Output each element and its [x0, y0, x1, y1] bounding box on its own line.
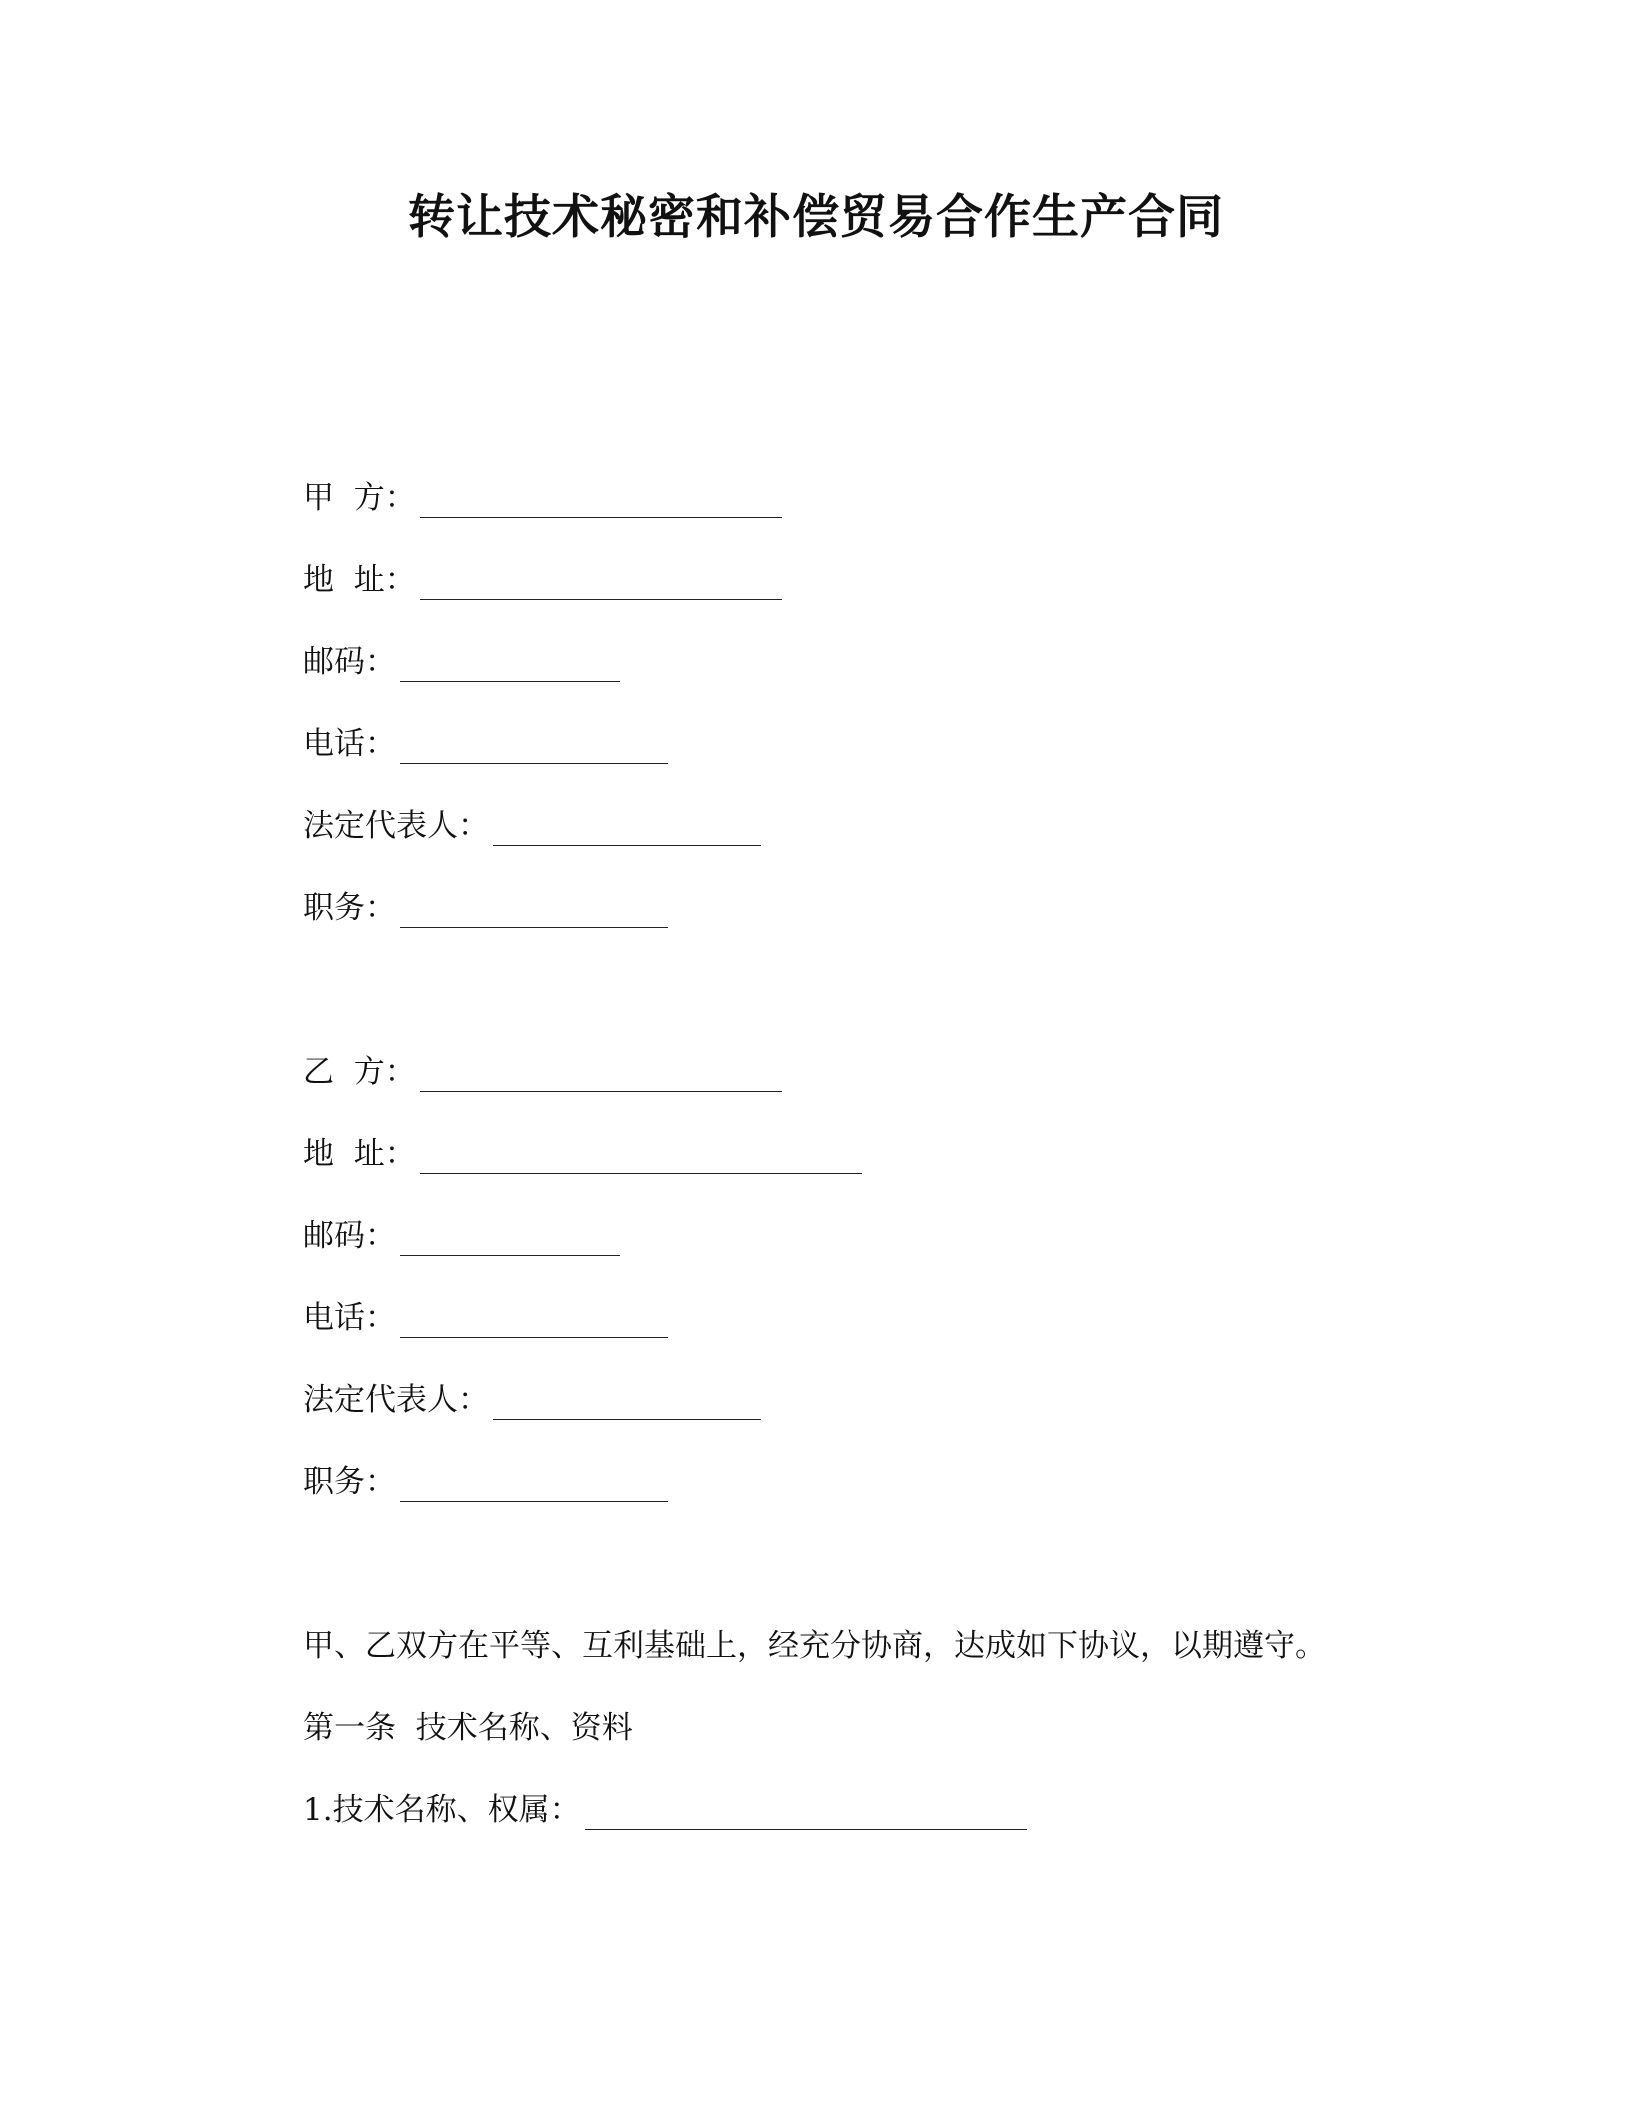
party-a-postcode-label: 邮码：: [303, 644, 396, 680]
party-a-name-label: 甲 方：: [303, 480, 416, 516]
party-b-position-label: 职务：: [303, 1464, 396, 1500]
article-1-item-1-blank: [585, 1795, 1027, 1830]
party-b-postcode-blank: [400, 1221, 620, 1256]
party-a-phone-row: [303, 724, 668, 764]
party-b-legal-rep-blank: [493, 1385, 761, 1420]
party-a-postcode-row: [303, 642, 620, 682]
article-1-item-1-label: 1.技术名称、权属：: [303, 1792, 581, 1828]
party-b-phone-label: 电话：: [303, 1300, 396, 1336]
party-a-postcode-blank: [400, 647, 620, 682]
party-a-name-row: [303, 478, 782, 518]
party-b-position-row: [303, 1462, 668, 1502]
party-b-name-blank: [420, 1057, 782, 1092]
party-b-address-blank: [420, 1139, 862, 1174]
party-a-address-label: 地 址：: [303, 562, 416, 598]
party-a-position-row: [303, 888, 668, 928]
party-a-phone-label: 电话：: [303, 726, 396, 762]
party-b-phone-row: [303, 1298, 668, 1338]
party-a-phone-blank: [400, 729, 668, 764]
party-b-postcode-label: 邮码：: [303, 1218, 396, 1254]
party-b-name-label: 乙 方：: [303, 1054, 416, 1090]
intro-paragraph: 甲、乙双方在平等、互利基础上，经充分协商，达成如下协议，以期遵守。: [303, 1628, 1326, 1664]
article-1-heading: 第一条 技术名称、资料: [303, 1710, 633, 1746]
party-a-legal-rep-blank: [493, 811, 761, 846]
party-a-legal-rep-row: [303, 806, 761, 846]
article-1-item-1-row: [303, 1790, 1027, 1830]
party-a-address-blank: [420, 565, 782, 600]
party-b-address-label: 地 址：: [303, 1136, 416, 1172]
party-b-legal-rep-row: [303, 1380, 761, 1420]
party-a-name-blank: [420, 483, 782, 518]
party-a-position-label: 职务：: [303, 890, 396, 926]
party-a-legal-rep-label: 法定代表人：: [303, 808, 489, 844]
party-a-address-row: [303, 560, 782, 600]
party-b-name-row: [303, 1052, 782, 1092]
party-a-position-blank: [400, 893, 668, 928]
party-b-postcode-row: [303, 1216, 620, 1256]
party-b-position-blank: [400, 1467, 668, 1502]
document-title: 转让技术秘密和补偿贸易合作生产合同: [408, 190, 1224, 245]
party-b-phone-blank: [400, 1303, 668, 1338]
party-b-legal-rep-label: 法定代表人：: [303, 1382, 489, 1418]
party-b-address-row: [303, 1134, 862, 1174]
